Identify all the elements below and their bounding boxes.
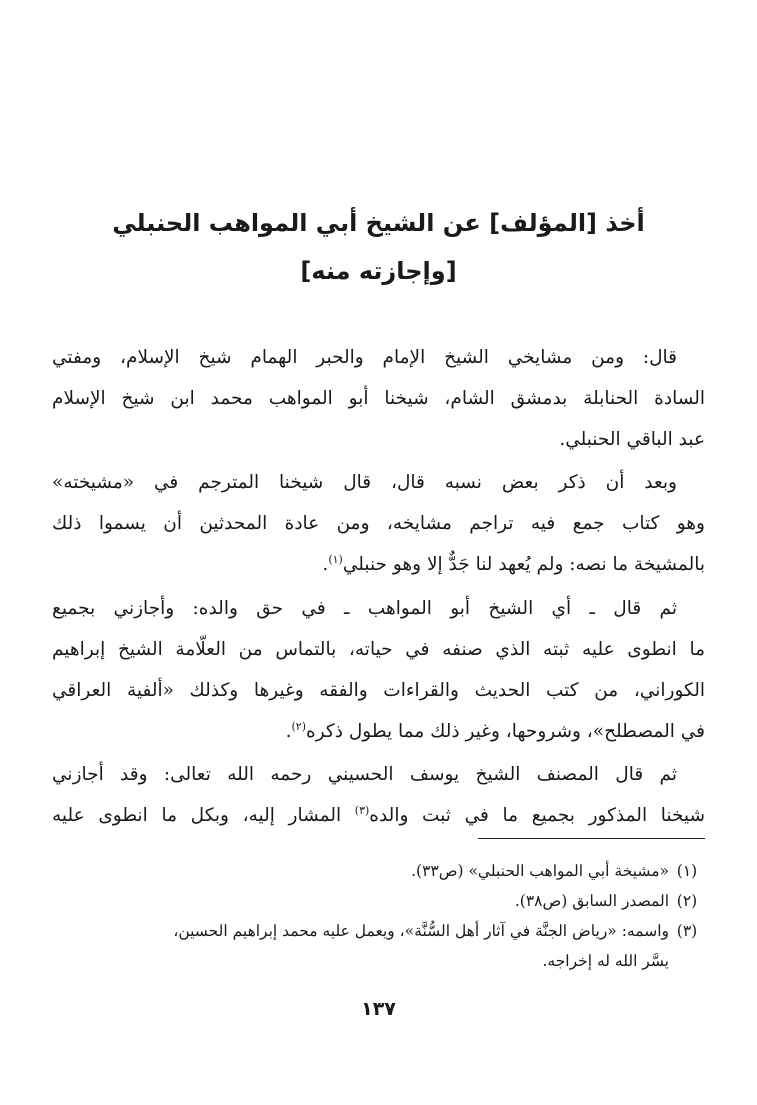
footnote-divider <box>478 838 705 839</box>
footnote-3-continuation: يسَّر الله له إخراجه. <box>542 952 669 970</box>
footnote-text: «مشيخة أبي المواهب الحنبلي» (ص٣٣). <box>411 862 669 880</box>
chapter-subtitle: [وإجازته منه] <box>300 257 457 285</box>
footnote-text: واسمه: «رياض الجنَّة في آثار أهل السُّنَّة»، ويعمل عليه محمد إبراهيم الحسين، <box>173 922 669 940</box>
text-line: ثم قال ـ أي الشيخ أبو المواهب ـ في حق والده: وأجازني بجميع <box>52 598 677 619</box>
page-number: ١٣٧ <box>361 998 396 1020</box>
text-line: بالمشيخة ما نصه: ولم يُعهد لنا جَدٌّ إلا وهو حنبلي$^{(١)}$. <box>322 552 705 575</box>
footnote-number: (٣) <box>676 922 698 940</box>
footnote-2 <box>52 886 705 916</box>
paragraph-3 <box>52 588 705 752</box>
paragraph-4 <box>52 754 705 836</box>
text-line: في المصطلح»، وشروحها، وغير ذلك مما يطول ذكره$^{(٢)}$. <box>285 719 705 742</box>
chapter-title: أخذ [المؤلف] عن الشيخ أبي المواهب الحنبلي <box>112 209 645 237</box>
text-line: السادة الحنابلة بدمشق الشام، شيخنا أبو المواهب محمد ابن شيخ الإسلام <box>52 388 705 409</box>
text-line: ما انطوى عليه ثبته الذي صنفه في حياته، بالتماس من العلّامة الشيخ إبراهيم <box>52 639 705 660</box>
footnotes <box>52 856 705 976</box>
footnote-1 <box>52 856 705 886</box>
paragraph-1 <box>52 337 705 460</box>
paragraph-2 <box>52 462 705 585</box>
footnote-ref-1[interactable]: (١) <box>328 552 343 566</box>
text-line: ثم قال المصنف الشيخ يوسف الحسيني رحمه الله تعالى: وقد أجازني <box>52 764 677 785</box>
text-line: شيخنا المذكور بجميع ما في ثبت والده$^{(٣)}$ المشار إليه، وبكل ما انطوى عليه <box>52 803 705 826</box>
footnote-text: المصدر السابق (ص٣٨). <box>514 892 669 910</box>
footnote-number: (٢) <box>676 892 698 910</box>
footnote-number: (١) <box>676 862 698 880</box>
text-line: الكوراني، من كتب الحديث والقراءات والفقه وغيرها وكذلك «ألفية العراقي <box>52 680 705 701</box>
footnote-ref-2[interactable]: (٢) <box>291 719 306 733</box>
text-line: وهو كتاب جمع فيه تراجم مشايخه، ومن عادة المحدثين أن يسموا ذلك <box>52 513 705 534</box>
text-line: وبعد أن ذكر بعض نسبه قال، قال شيخنا المترجم في «مشيخته» <box>52 472 677 493</box>
text-line: قال: ومن مشايخي الشيخ الإمام والحبر الهمام شيخ الإسلام، ومفتي <box>52 347 677 368</box>
footnote-3 <box>52 916 705 946</box>
footnote-ref-3[interactable]: (٣) <box>354 803 370 817</box>
text-line: عبد الباقي الحنبلي. <box>559 429 705 450</box>
